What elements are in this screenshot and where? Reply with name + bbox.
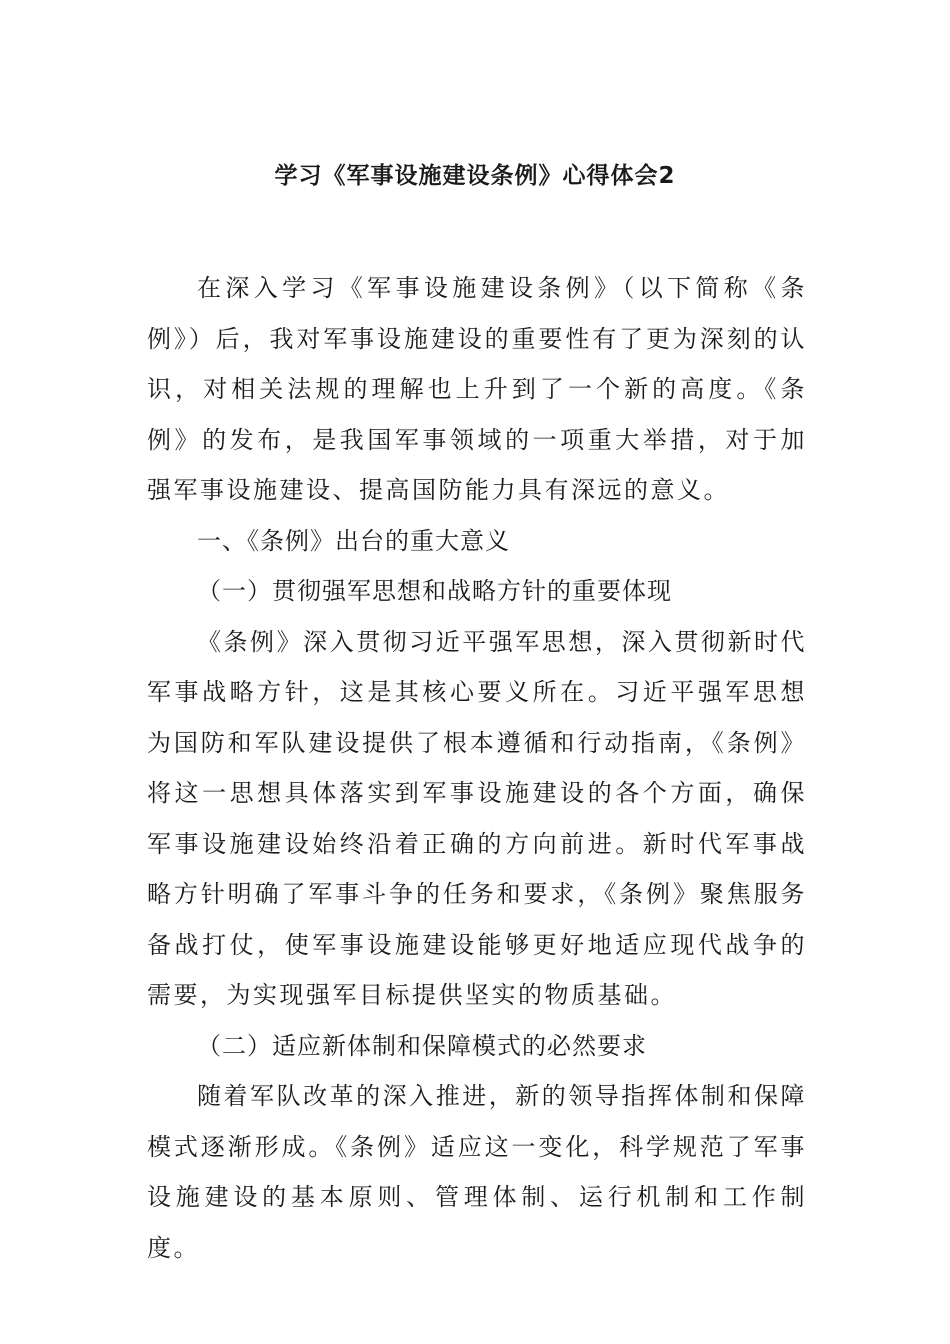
subsection-heading-2: （二）适应新体制和保障模式的必然要求 [197,1031,647,1060]
subsection-heading-1: （一）贯彻强军思想和战略方针的重要体现 [197,577,672,605]
subsection-paragraph-2: 随着军队改革的深入推进，新的领导指挥体制和保障模式逐渐形成。《条例》适应这一变化，科学规范了军事设施建设的基本原则、管理体制、运行机制和工作制度。 [147,1082,807,1262]
document-title: 学习《军事设施建设条例》心得体会2 [274,163,676,189]
intro-paragraph: 在深入学习《军事设施建设条例》（以下简称《条例》）后，我对军事设施建设的重要性有了更为深刻的认识，对相关法规的理解也上升到了一个新的高度。《条例》的发布，是我国军事领域的一项重大举措，对于加强军事设施建设、提高国防能力具有深远的意义。 [147,274,807,504]
section-heading-1: 一、《条例》出台的重大意义 [197,526,510,555]
document-body [147,263,807,1273]
subsection-paragraph-1: 《条例》深入贯彻习近平强军思想，深入贯彻新时代军事战略方针，这是其核心要义所在。习近平强军思想为国防和军队建设提供了根本遵循和行动指南，《条例》将这一思想具体落实到军事设施建设的各个方面，确保军事设施建设始终沿着正确的方向前进。新时代军事战略方针明确了军事斗争的任务和要求，《条例》聚焦服务备战打仗，使军事设施建设能够更好地适应现代战争的需要，为实现强军目标提供坚实的物质基础。 [147,627,807,1009]
